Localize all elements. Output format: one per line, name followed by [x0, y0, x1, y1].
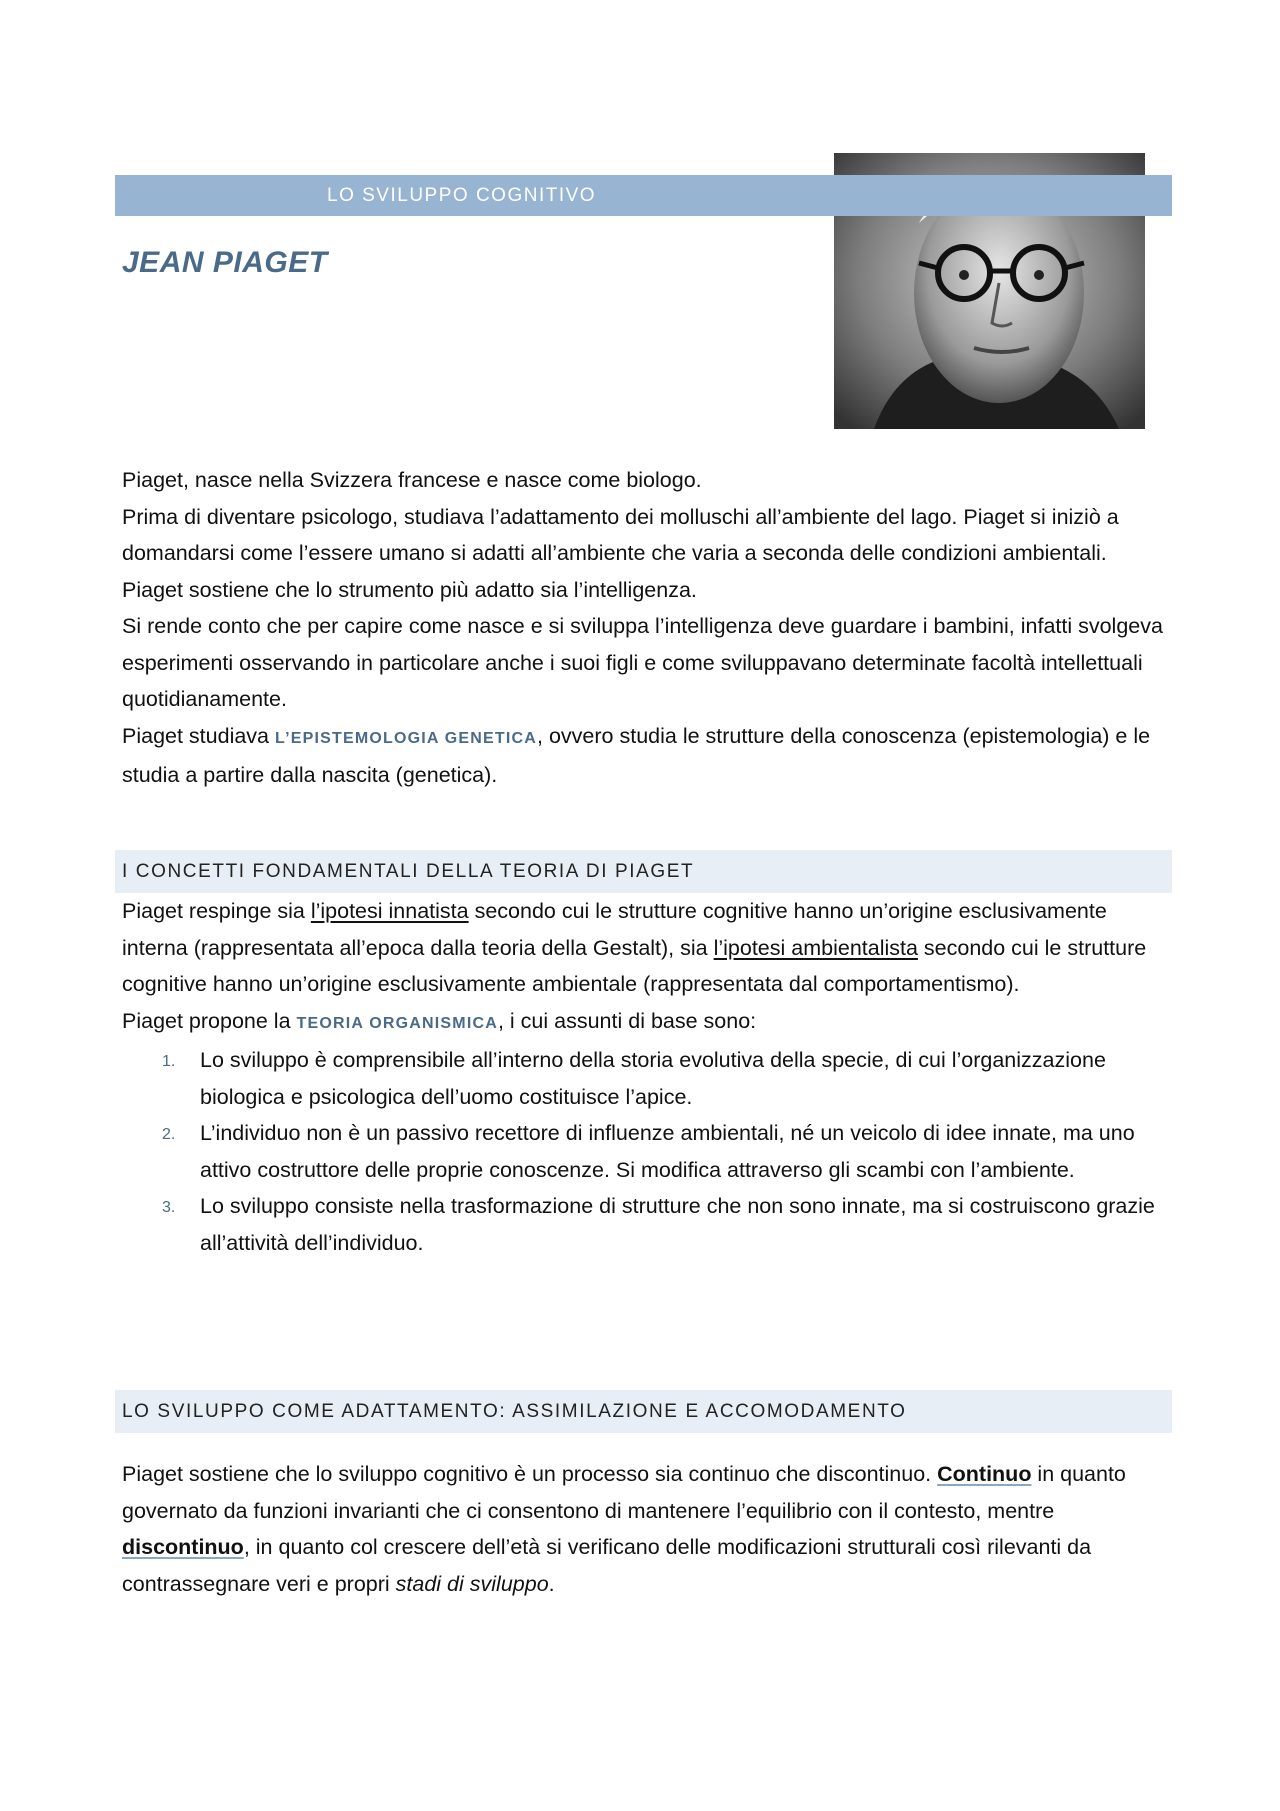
section-heading-1	[115, 850, 1172, 893]
section-heading-1-text: I CONCETTI FONDAMENTALI DELLA TEORIA DI PIAGET	[122, 861, 695, 882]
text-run: .	[548, 1571, 555, 1596]
author-name-heading: JEAN PIAGET	[122, 246, 328, 279]
stadi-di-sviluppo-italic: stadi di sviluppo	[395, 1571, 549, 1596]
ipotesi-ambientalista-link[interactable]: l’ipotesi ambientalista	[713, 935, 918, 960]
text-run: , i cui assunti di base sono:	[497, 1008, 757, 1033]
list-item	[122, 1188, 1172, 1261]
intro-paragraph-4	[122, 718, 1172, 794]
text-run: Piaget studiava	[122, 723, 275, 748]
title-bar	[115, 175, 1172, 216]
intro-section	[122, 462, 1172, 794]
list-item-text: Lo sviluppo consiste nella trasformazione di strutture che non sono innate, ma si costruiscono grazie all’attività dell’individuo.	[200, 1194, 1155, 1255]
section-heading-2	[115, 1390, 1172, 1433]
list-item	[122, 1042, 1172, 1115]
list-item-text: Lo sviluppo è comprensibile all’interno della storia evolutiva della specie, di cui l’organizzazione biologica e psicologica dell’uomo costituisce l’apice.	[200, 1048, 1106, 1109]
section-2-paragraph	[122, 1456, 1172, 1602]
ipotesi-innatista-link[interactable]: l’ipotesi innatista	[310, 899, 469, 923]
text-run: Piaget respinge sia	[122, 899, 311, 923]
text-run: , in quanto col crescere dell’età si verificano delle modificazioni strutturali così rilevanti da contrassegnare veri e propri	[122, 1535, 1092, 1596]
term-teoria-organismica: TEORIA ORGANISMICA	[296, 1014, 498, 1032]
list-number: 2.	[162, 1126, 176, 1143]
list-number: 1.	[162, 1053, 176, 1070]
document-title: LO SVILUPPO COGNITIVO	[327, 185, 597, 206]
text-run: Piaget sostiene che lo sviluppo cognitivo è un processo sia continuo che discontinuo.	[122, 1462, 938, 1486]
section-heading-2-text: LO SVILUPPO COME ADATTAMENTO: ASSIMILAZIONE E ACCOMODAMENTO	[122, 1401, 907, 1422]
continuo-term: Continuo	[937, 1462, 1032, 1486]
section-1-paragraph-1	[122, 893, 1172, 1003]
intro-paragraph-1: Piaget, nasce nella Svizzera francese e nasce come biologo.	[122, 468, 702, 492]
term-epistemologia: L’EPISTEMOLOGIA GENETICA	[275, 729, 538, 747]
intro-paragraph-2: Prima di diventare psicologo, studiava l’adattamento dei molluschi all’ambiente del lago. Piaget si iniziò a domandarsi come l’essere umano si adatti all’ambiente che varia a seconda delle condizioni ambientali. Piaget sostiene che lo strumento più adatto sia l’intelligenza.	[122, 504, 1119, 602]
section-2-body	[122, 1456, 1172, 1602]
section-1-body	[122, 893, 1172, 1261]
text-run: , ovvero studia le strutture della conoscenza (epistemologia) e le studia a partire dalla nascita (genetica).	[122, 723, 1151, 787]
text-run: Piaget propone la	[122, 1008, 297, 1033]
text-run: secondo cui le strutture cognitive hanno un’origine esclusivamente ambientale (rappresentata dal comportamentismo).	[122, 935, 1147, 996]
list-number: 3.	[162, 1199, 176, 1216]
section-1-paragraph-2	[122, 1003, 1172, 1043]
list-item	[122, 1115, 1172, 1188]
text-run: in quanto governato da funzioni invarianti che ci consentono di mantenere l’equilibrio con il contesto, mentre	[122, 1462, 1126, 1523]
list-item-text: L’individuo non è un passivo recettore di influenze ambientali, né un veicolo di idee innate, ma uno attivo costruttore delle proprie conoscenze. Si modifica attraverso gli scambi con l’ambiente.	[200, 1121, 1135, 1182]
assumptions-list	[122, 1042, 1172, 1261]
discontinuo-term: discontinuo	[122, 1535, 244, 1559]
intro-paragraph-3: Si rende conto che per capire come nasce e si sviluppa l’intelligenza deve guardare i bambini, infatti svolgeva esperimenti osservando in particolare anche i suoi figli e come sviluppavano determinate facoltà intellettuali quotidianamente.	[122, 614, 1163, 711]
text-run: secondo cui le strutture cognitive hanno un’origine esclusivamente interna (rappresentata all’epoca dalla teoria della Gestalt), sia	[122, 899, 1107, 960]
